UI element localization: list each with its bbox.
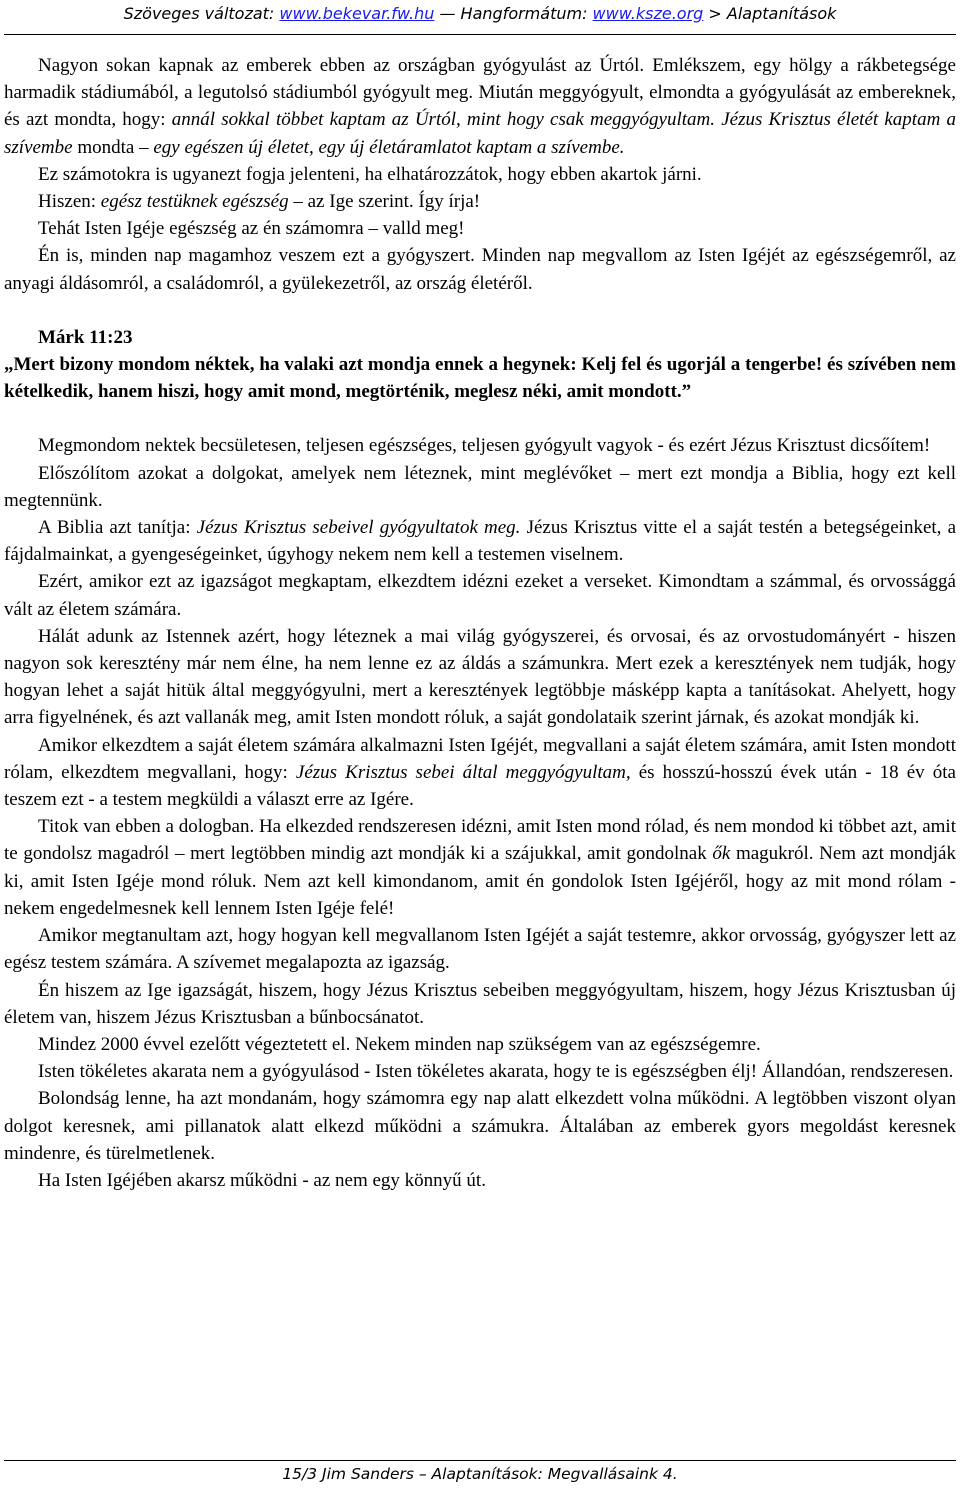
header-divider [4,34,956,35]
header-link-ksze[interactable]: www.ksze.org [592,4,704,23]
paragraph-17: Bolondság lenne, ha azt mondanám, hogy számomra egy nap alatt elkezdett volna működni. A legtöbben viszont olyan dolgot keresnek, ami pillanatok alatt elkezd működni a számukra. Általában az emberek gyors megoldást keresnek mindenre, és türelmetlenek. [4,1088,956,1164]
paragraph-12-italic: ők [712,843,731,865]
paragraph-4: Tehát Isten Igéje egészség az én számomra – valld meg! [38,218,465,240]
header-prefix: Szöveges változat: [123,4,280,23]
paragraph-12-text-2: magukról. Nem azt mondják ki, amit Isten Igéje mond róluk. Nem azt kell kimondanom, amit én gondolok Isten Igéjéről, hogy az mit mond rólam - nekem engedelmesnek kell lennem Isten Igéje felé! [4,843,956,919]
scripture-quote-text: „Mert bizony mondom néktek, ha valaki azt mondja ennek a hegynek: Kelj fel és ugorjál a tengerbe! és szívében nem kételkedik, hanem hiszi, hogy amit mond, megtörténik, meglesz néki, amit mondott.” [4,354,956,403]
paragraph-3-text: Hiszen: [38,191,101,213]
paragraph-1-text-2: mondta – [72,136,154,158]
paragraph-12 [4,813,956,922]
paragraph-6: Megmondom nektek becsületesen, teljesen egészséges, teljesen gyógyult vagyok - és ezért Jézus Krisztust dicsőítem! [38,435,931,457]
paragraph-11-italic: Jézus Krisztus sebei által meggyógyultam, [295,761,631,783]
paragraph-11-text-2: és hosszú-hosszú évek után - 18 év óta teszem ezt - a testem megküldi a választ erre az Igére. [4,761,956,811]
scripture-reference-text: Márk 11:23 [38,326,133,348]
paragraph-14: Én hiszem az Ige igazságát, hiszem, hogy Jézus Krisztus sebeiben meggyógyultam, hiszem, hogy Jézus Krisztusban új életem van, hiszem Jézus Krisztusban a bűnbocsánatot. [4,979,956,1028]
paragraph-15: Mindez 2000 évvel ezelőtt végeztetett el. Nekem minden nap szükségem van az egészségemre. [38,1033,761,1055]
paragraph-8-text-2: Jézus Krisztus vitte el a saját testén a betegségeinket, a fájdalmainkat, a gyengeségeinket, úgyhogy nekem nem kell a testemen viselnem. [4,517,957,566]
paragraph-11 [4,732,956,814]
header-suffix: > Alaptanítások [703,4,837,23]
footer-divider [4,1460,956,1461]
paragraph-16: Isten tökéletes akarata nem a gyógyulásod - Isten tökéletes akarata, hogy te is egészségben élj! Állandóan, rendszeresen. [38,1061,954,1083]
paragraph-10: Hálát adunk az Istennek azért, hogy léteznek a mai világ gyógyszerei, és orvosai, és az orvostudományért - hiszen nagyon sok keresztény már nem élne, ha nem lenne ez az áldás a számunkra. Mert ezek a keresztények nem tudják, hogy hogyan lehet a saját hitük által meggyógyulni, mert a keresztények legtöbbje másképp kapta a tanításokat. Ahelyett, hogy arra figyelnének, és azt vallanák meg, amit Isten mondott róluk, a saját gondolataik szerint járnak, és azokat mondják ki. [4,625,956,729]
paragraph-3-italic: egész testüknek egészség [100,191,289,213]
paragraph-8-italic: Jézus Krisztus sebeivel gyógyultatok meg. [196,517,521,539]
scripture-reference [4,324,956,351]
paragraph-3-text-2: – az Ige szerint. Így írja! [288,191,481,213]
paragraph-11-text: Amikor elkezdtem a saját életem számára alkalmazni Isten Igéjét, megvallani a saját életem számára, amit Isten mondott rólam, elkezdtem megvallani, hogy: [4,734,956,783]
header-middle: — Hangformátum: [434,4,593,23]
page-header [0,0,960,34]
paragraph-8 [4,514,956,568]
header-link-bekevar[interactable]: www.bekevar.fw.hu [279,4,435,23]
scripture-quote [4,351,956,405]
paragraph-7: Előszólítom azokat a dolgokat, amelyek nem léteznek, mint meglévőket – mert ezt mondja a Biblia, hogy ezt kell megtennünk. [4,462,956,511]
paragraph-1-text: Nagyon sokan kapnak az emberek ebben az országban gyógyulást az Úrtól. Emlékszem, egy hölgy a rákbetegsége harmadik stádiumából, a legutolsó stádiumból gyógyult meg. Miután meggyógyult, elmondta a gyógyulását az embereknek, és azt mondta, hogy: [4,55,956,131]
paragraph-5: Én is, minden nap magamhoz veszem ezt a gyógyszert. Minden nap megvallom az Isten Igéjét az egészségemről, az anyagi áldásomról, a családomról, a gyülekezetről, az ország életéről. [4,245,956,294]
paragraph-3 [4,188,956,215]
paragraph-8-text: A Biblia azt tanítja: [38,517,197,539]
document-body [4,52,956,1194]
paragraph-1 [4,52,956,161]
page-footer: 15/3 Jim Sanders – Alaptanítások: Megvallásaink 4. [282,1465,678,1483]
paragraph-18: Ha Isten Igéjében akarsz működni - az nem egy könnyű út. [38,1169,486,1191]
paragraph-13: Amikor megtanultam azt, hogy hogyan kell megvallanom Isten Igéjét a saját testemre, akkor orvosság, gyógyszer lett az egész testem számára. A szívemet megalapozta az igazság. [4,925,956,974]
paragraph-1-italic-2: egy egészen új életet, egy új életáramlatot kaptam a szívembe. [153,136,625,158]
paragraph-9: Ezért, amikor ezt az igazságot megkaptam, elkezdtem idézni ezeket a verseket. Kimondtam a számmal, és orvossággá vált az életem számára. [4,571,956,620]
paragraph-2: Ez számotokra is ugyanezt fogja jelenteni, ha elhatározzátok, hogy ebben akartok járni. [38,163,702,185]
paragraph-12-text: Titok van ebben a dologban. Ha elkezded rendszeresen idézni, amit Isten mond rólad, és nem mondod ki többet azt, amit te gondolsz magadról – mert legtöbben mindig azt mondják ki a szájukkal, amit gondolnak [4,816,956,865]
paragraph-1-italic: annál sokkal többet kaptam az Úrtól, mint hogy csak meggyógyultam. Jézus Krisztus életét kaptam a szívembe [4,109,956,158]
